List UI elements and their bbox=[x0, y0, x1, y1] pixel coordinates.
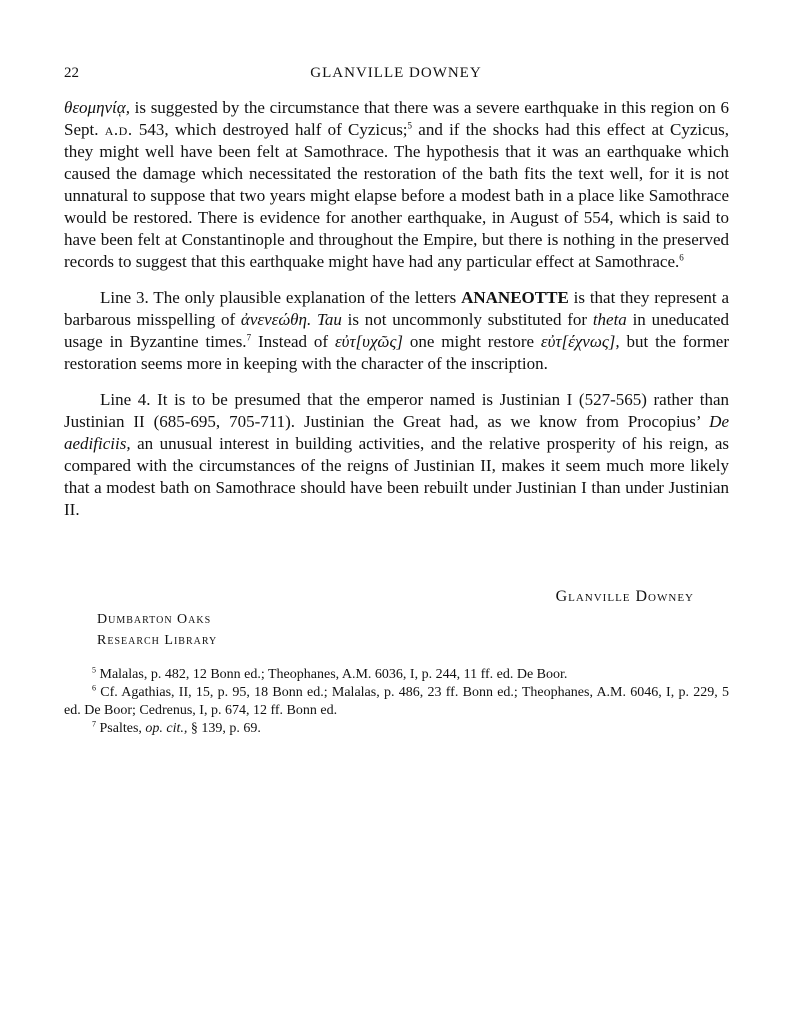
footnote-7: $^7$ Psaltes, op. cit., § 139, p. 69. bbox=[92, 719, 261, 736]
footnote-ref-7: 7 bbox=[246, 332, 252, 343]
page-number: 22 bbox=[64, 65, 79, 81]
footnote-ref-6: 6 bbox=[679, 252, 684, 263]
work-title: De aedificiis, bbox=[64, 412, 729, 453]
greek-word: εὐτ[υχῶς] bbox=[334, 332, 403, 351]
paragraph-1: θεομηνίᾳ, is suggested by the circumstance that there was a severe earthquake in this region on 6 Sept. a.d. 543, which destroyed half of Cyzicus;$^5$ and if the shocks had this effect at Cyzicus, they might well have been felt at Samothrace. The hypothesis that it was an earthquake which caused the damage which necessitated the restoration of the bath fits the text well, for it is not unnatural to suppose that two years might elapse before a modest bath in a place like Samothrace would be restored. There is evidence for another earthquake, in August of 554, which is said to have been felt at Constantinople and throughout the Empire, but there is nothing in the preserved records to suggest that this earthquake might have had any particular effect at Samothrace.$^6$ bbox=[64, 98, 729, 271]
author-signature: Glanville Downey bbox=[555, 588, 694, 605]
greek-word: εὐτ[έχνως], bbox=[540, 332, 620, 351]
greek-word: θεομηνίᾳ, bbox=[64, 98, 130, 117]
footnotes bbox=[64, 666, 729, 738]
body-text bbox=[64, 97, 729, 535]
affiliation-line-1: Dumbarton Oaks bbox=[97, 612, 212, 627]
footnote-6: $^6$ Cf. Agathias, II, 15, p. 95, 18 Bonn ed.; Malalas, p. 486, 23 ff. Bonn ed.; Theophanes, A.M. 6046, I, p. 229, 5 ed. De Boor; Cedrenus, I, p. 674, 12 ff. Bonn ed. bbox=[64, 683, 729, 718]
affiliation-line-2: Research Library bbox=[97, 633, 218, 648]
greek-word: ἀνενεώθη. bbox=[240, 310, 312, 329]
running-head: GLANVILLE DOWNEY bbox=[310, 65, 482, 81]
footnote-5: $^5$ Malalas, p. 482, 12 Bonn ed.; Theophanes, A.M. 6036, I, p. 244, 11 ff. ed. De Boor. bbox=[92, 665, 568, 682]
paragraph-3: Line 4. It is to be presumed that the emperor named is Justinian I (527-565) rather than Justinian II (685-695, 705-711). Justinian the Great had, as we know from Procopius’ De aedificiis, an unusual interest in building activities, and the relative prosperity of his reign, as compared with the circumstances of the reigns of Justinian II, makes it seem much more likely that a modest bath on Samothrace should have been rebuilt under Justinian I than under Justinian II. bbox=[64, 390, 729, 519]
paragraph-2: Line 3. The only plausible explanation of the letters ANANEOTTE is that they represent a barbarous misspelling of ἀνενεώθη. Tau is not uncommonly substituted for theta in uneducated usage in Byzantine times.$^7$ Instead of εὐτ[υχῶς] one might restore εὐτ[έχνως], but the former restoration seems more in keeping with the character of the inscription. bbox=[64, 288, 729, 373]
inscription-letters: ANANEOTTE bbox=[461, 288, 569, 307]
affiliation bbox=[97, 609, 217, 651]
footnote-ref-5: 5 bbox=[407, 120, 413, 131]
